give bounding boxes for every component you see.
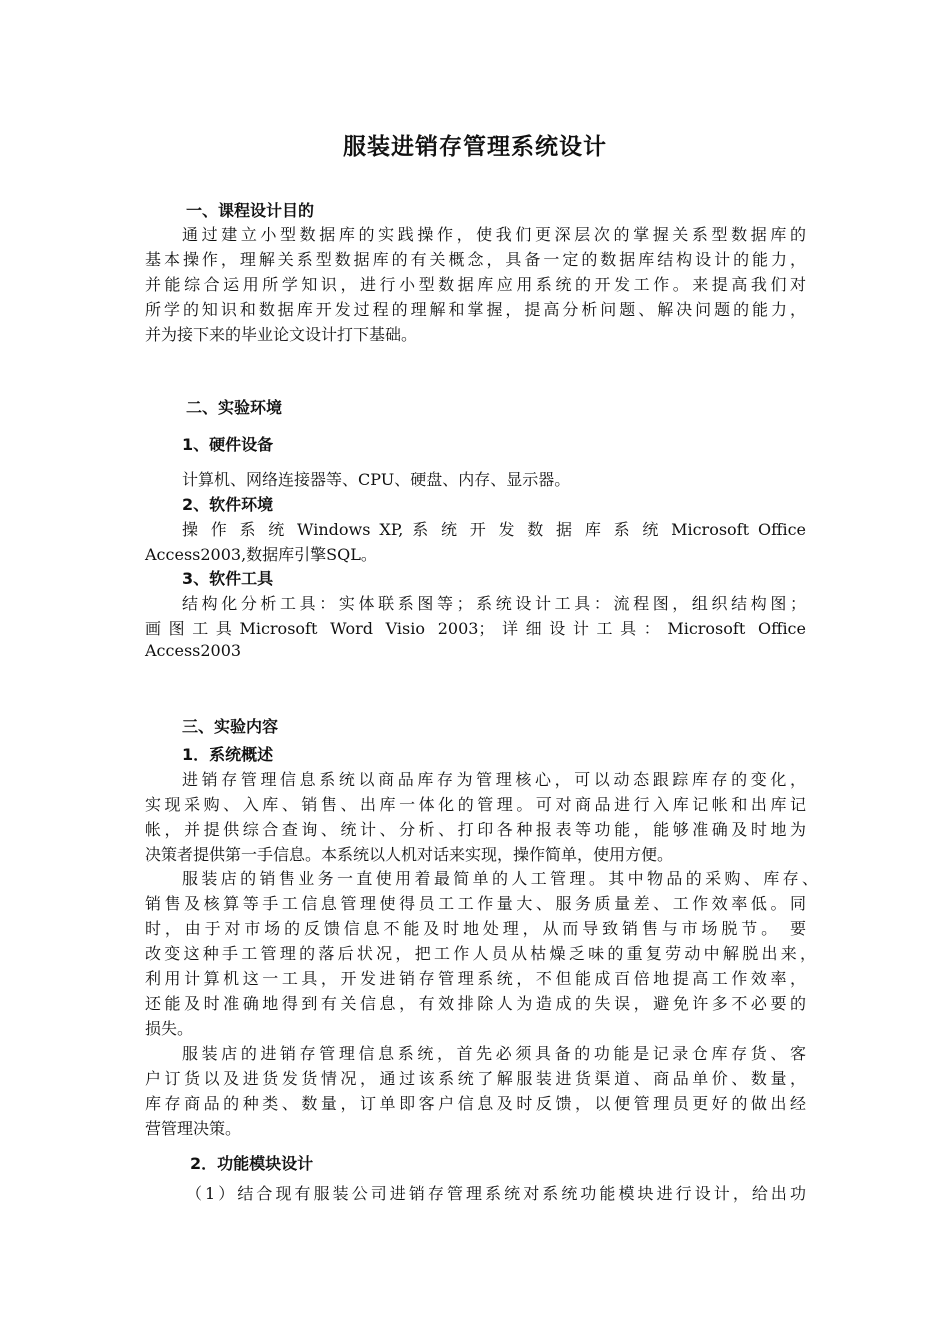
- paragraph-line: 时，由于对市场的反馈信息不能及时地处理，从而导致销售与市场脱节。 要: [145, 919, 806, 938]
- paragraph-line: （1）结合现有服装公司进销存管理系统对系统功能模块进行设计，给出功: [186, 1184, 806, 1203]
- paragraph-line: 并能综合运用所学知识，进行小型数据库应用系统的开发工作。来提高我们对: [145, 275, 806, 294]
- paragraph-line: 户订货以及进货发货情况，通过该系统了解服装进货渠道、商品单价、数量，: [145, 1069, 806, 1088]
- paragraph-line: 所学的知识和数据库开发过程的理解和掌握，提高分析问题、解决问题的能力，: [145, 300, 806, 319]
- paragraph-line: 并为接下来的毕业论文设计打下基础。: [145, 325, 418, 344]
- subheading-software-tools: 3、软件工具: [182, 569, 274, 588]
- paragraph-line: 服装店的进销存管理信息系统，首先必须具备的功能是记录仓库存货、客: [182, 1044, 806, 1063]
- paragraph-line: 改变这种手工管理的落后状况，把工作人员从枯燥乏味的重复劳动中解脱出来，: [145, 944, 816, 963]
- paragraph-line: 结构化分析工具：实体联系图等；系统设计工具：流程图，组织结构图；: [182, 594, 806, 613]
- paragraph-line: 还能及时准确地得到有关信息，有效排除人为造成的失误，避免许多不必要的: [145, 994, 806, 1013]
- paragraph-line: 通过建立小型数据库的实践操作，使我们更深层次的掌握关系型数据库的: [182, 225, 806, 244]
- paragraph-line: 操 作 系 统 Windows XP, 系 统 开 发 数 据 库 系 统 Microsoft Office: [182, 520, 806, 539]
- paragraph-line: 库存商品的种类、数量，订单即客户信息及时反馈，以便管理员更好的做出经: [145, 1094, 806, 1113]
- document-title: 服装进销存管理系统设计: [343, 134, 607, 160]
- section-heading-purpose: 一、课程设计目的: [186, 201, 315, 220]
- paragraph-line: 帐，并提供综合查询、统计、分析、打印各种报表等功能，能够准确及时地为: [145, 820, 806, 839]
- subheading-system-overview: 1．系统概述: [182, 745, 274, 764]
- paragraph-line: 损失。: [145, 1019, 194, 1038]
- paragraph-line: 营管理决策。: [145, 1119, 242, 1138]
- paragraph-line: Access2003: [145, 641, 242, 660]
- paragraph-line: 服装店的销售业务一直使用着最简单的人工管理。其中物品的采购、库存、: [182, 869, 818, 888]
- paragraph-line: 画图工具Microsoft Word Visio 2003；详细设计工具：Microsoft Office: [145, 619, 806, 638]
- subheading-function-modules: 2．功能模块设计: [190, 1154, 314, 1173]
- section-heading-content: 三、实验内容: [182, 717, 279, 736]
- paragraph-line: 利用计算机这一工具，开发进销存管理系统，不但能成百倍地提高工作效率，: [145, 969, 806, 988]
- paragraph-line: 决策者提供第一手信息。本系统以人机对话来实现，操作简单，使用方便。: [145, 845, 674, 864]
- paragraph-line: 进销存管理信息系统以商品库存为管理核心，可以动态跟踪库存的变化，: [182, 770, 806, 789]
- paragraph-line: 销售及核算等手工信息管理使得员工工作量大、服务质量差、工作效率低。同: [145, 894, 806, 913]
- subheading-hardware: 1、硬件设备: [182, 435, 274, 454]
- section-heading-environment: 二、实验环境: [186, 398, 283, 417]
- paragraph-line: 基本操作，理解关系型数据库的有关概念，具备一定的数据库结构设计的能力，: [145, 250, 806, 269]
- paragraph-line: 实现采购、入库、销售、出库一体化的管理。可对商品进行入库记帐和出库记: [145, 795, 806, 814]
- subheading-software-env: 2、软件环境: [182, 495, 274, 514]
- paragraph-line: 计算机、网络连接器等、CPU、硬盘、内存、显示器。: [182, 470, 571, 489]
- paragraph-line: Access2003,数据库引擎SQL。: [145, 545, 377, 564]
